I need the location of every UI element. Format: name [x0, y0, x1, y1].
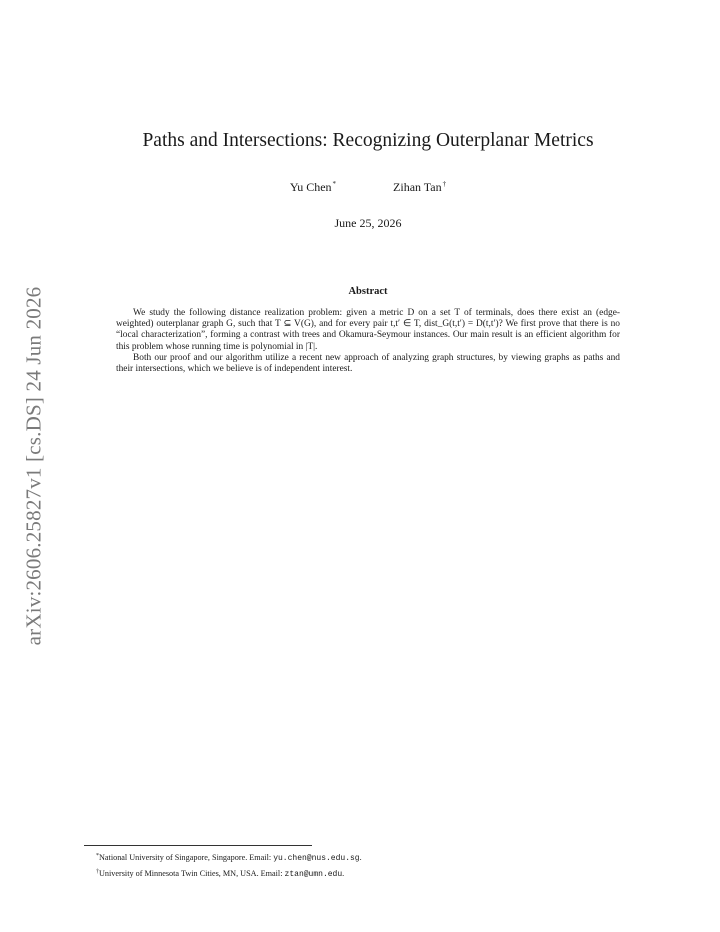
footnotes	[96, 850, 656, 881]
footnote-end: .	[359, 853, 362, 862]
email-link[interactable]: yu.chen@nus.edu.sg	[273, 854, 360, 863]
author-footnote-mark: *	[332, 180, 337, 188]
footnote-divider	[84, 845, 312, 846]
author-list	[0, 180, 720, 195]
author-footnote-mark: †	[442, 180, 447, 188]
email-link[interactable]: ztan@umn.edu	[284, 869, 343, 879]
arxiv-identifier-stamp: arXiv:2606.25827v1 [cs.DS] 24 Jun 2026	[21, 286, 46, 646]
abstract-body	[116, 308, 620, 375]
footnote-end: .	[342, 868, 345, 878]
paper-date: June 25, 2026	[334, 216, 402, 230]
footnote-affiliation-2	[96, 866, 656, 882]
abstract-heading: Abstract	[348, 286, 388, 297]
author-1	[290, 180, 336, 195]
abstract-paragraph: Both our proof and our algorithm utilize a recent new approach of analyzing graph structures, by viewing graphs as paths and their intersections, which we believe is of independent interest.	[116, 352, 620, 375]
footnote-mark: †	[96, 868, 99, 875]
footnote-mark: *	[96, 853, 99, 859]
paper-title: Paths and Intersections: Recognizing Outerplanar Metrics	[142, 130, 594, 151]
author-name: Yu Chen	[289, 180, 332, 194]
footnote-text: University of Minnesota Twin Cities, MN, USA. Email:	[99, 868, 285, 878]
author-2	[393, 180, 446, 195]
abstract-paragraph: We study the following distance realization problem: given a metric D on a set T of terminals, does there exist an (edge-weighted) outerplanar graph G, such that T ⊆ V(G), and for every pair t,t′ ∈ T, dist_G(t,t′) = D(t,t′)? We first prove that there is no “local characterization”, forming a contrast with trees and Okamura-Seymour instances. Our main result is an efficient algorithm for this problem whose running time is polynomial in |T|.	[116, 308, 620, 352]
footnote-affiliation-1	[96, 850, 656, 866]
footnote-text: National University of Singapore, Singapore. Email:	[99, 853, 274, 862]
author-name: Zihan Tan	[393, 180, 442, 194]
